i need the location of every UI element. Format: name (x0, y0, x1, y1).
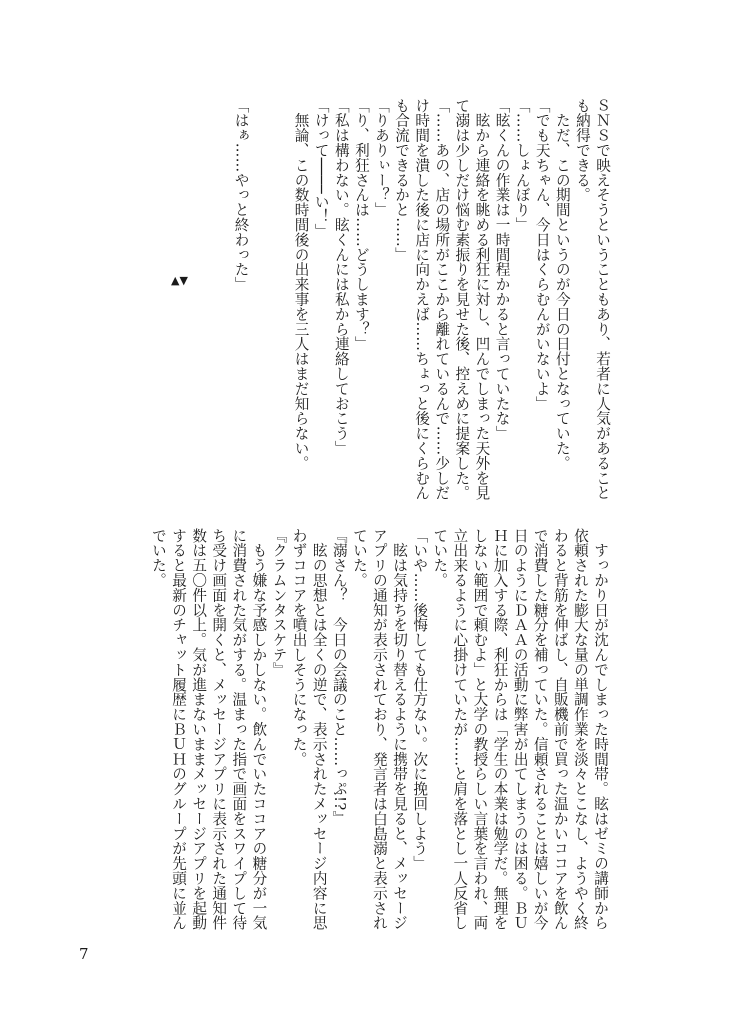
text-line: 数は五〇件以上。気が進まないままメッセージアプリを起動 (190, 528, 208, 931)
text-line: 「りありぃー？」 (372, 98, 390, 218)
text-line: 眩の思想とは全くの逆で、表示されたメッセージ内容に思 (310, 528, 328, 931)
text-line: 「私は構わない。眩くんには私から連絡しておこう」 (332, 98, 350, 456)
text-line: け時間を潰した後に店に向かえば……ちょっと後にくらむん (413, 98, 431, 501)
text-line: しない範囲で頼むよ」と大学の教授らしい言葉を言われ、両 (471, 528, 489, 931)
text-line: すっかり日が沈んでしまった時間帯。眩はゼミの講師から (592, 528, 609, 931)
text-line: でいた。 (149, 528, 167, 588)
upper-text-block (120, 98, 612, 501)
text-line: 無論、この数時間後の出来事を三人はまだ知らない。 (292, 98, 310, 471)
text-line: で消費した糖分を補っていた。信頼されることは嬉しいが今 (531, 528, 549, 931)
text-line: 眩は気持ちを切り替えるように携帯を見ると、メッセージ (391, 528, 409, 931)
text-line: 「り、利狂さんは……どうします？」 (352, 98, 370, 352)
text-line: 「いや……後悔しても仕方ない。次に挽回しよう」 (411, 528, 429, 871)
text-line: ただ、この期間というのが今日の日付となっていた。 (553, 98, 571, 471)
text-line: すると最新のチャット履歴にＢＵＨのグループが先頭に並ん (170, 528, 188, 931)
text-line: アプリの通知が表示されており、発言者は白島溺と表示され (370, 528, 388, 931)
text-line: 立出来るように心掛けていたが……と肩を落とし一人反省し (451, 528, 469, 931)
text-line: 「眩くんの作業は一時間程かかると言っていたな」 (493, 98, 511, 441)
scene-break-mark: ▲▼ (171, 274, 188, 287)
text-line: て溺は少しだけ悩む素振りを見せた後、控えめに提案した。 (453, 98, 471, 501)
text-line: 『溺さん？ 今日の会議のこと……っぷ!?』 (330, 528, 348, 826)
text-line: 「……あの、店の場所がここから離れているんで……少しだ (433, 98, 451, 501)
text-line: も納得できる。 (573, 98, 591, 203)
text-line: 「はぁ……やっと終わった」 (232, 98, 250, 292)
text-line: ていた。 (350, 528, 368, 588)
text-line: 『クラムンタスケテ』 (270, 528, 288, 677)
lower-text-block (148, 528, 610, 931)
text-line: ち受け画面を開くと、メッセージアプリに表示された通知件 (210, 528, 228, 931)
text-line: に消費された気がする。温まった指で画面をスワイプして待 (230, 528, 248, 931)
page-number: 7 (79, 945, 89, 963)
text-line: わると背筋を伸ばし、自販機前で買った温かいココアを飲ん (551, 528, 569, 931)
text-line: 「けって────い！」 (312, 98, 330, 239)
text-line: 「……しょんぼり」 (513, 98, 531, 233)
text-line: ていた。 (431, 528, 449, 588)
text-line: Ｈに加入する際、利狂からは「学生の本業は勉学だ。無理を (491, 528, 509, 931)
text-line: わずココアを噴出しそうになった。 (290, 528, 308, 767)
text-line: 依頼された膨大な量の単調作業を淡々とこなし、ようやく終 (571, 528, 589, 931)
text-line: 「でも天ちゃん、今日はくらむんがいないよ」 (533, 98, 551, 411)
text-line: 日のようにＤＡＡの活動に弊害が出てしまうのは困る。ＢＵ (511, 528, 529, 931)
text-line: もう嫌な予感しかしない。飲んでいたココアの糖分が一気 (250, 528, 268, 931)
text-line: ＳＮＳで映えそうということもあり、若者に人気があること (594, 98, 611, 501)
text-line: も合流できるかと……」 (393, 98, 411, 262)
text-line: 眩から連絡を眺める利狂に対し、凹んでしまった天外を見 (473, 98, 491, 501)
